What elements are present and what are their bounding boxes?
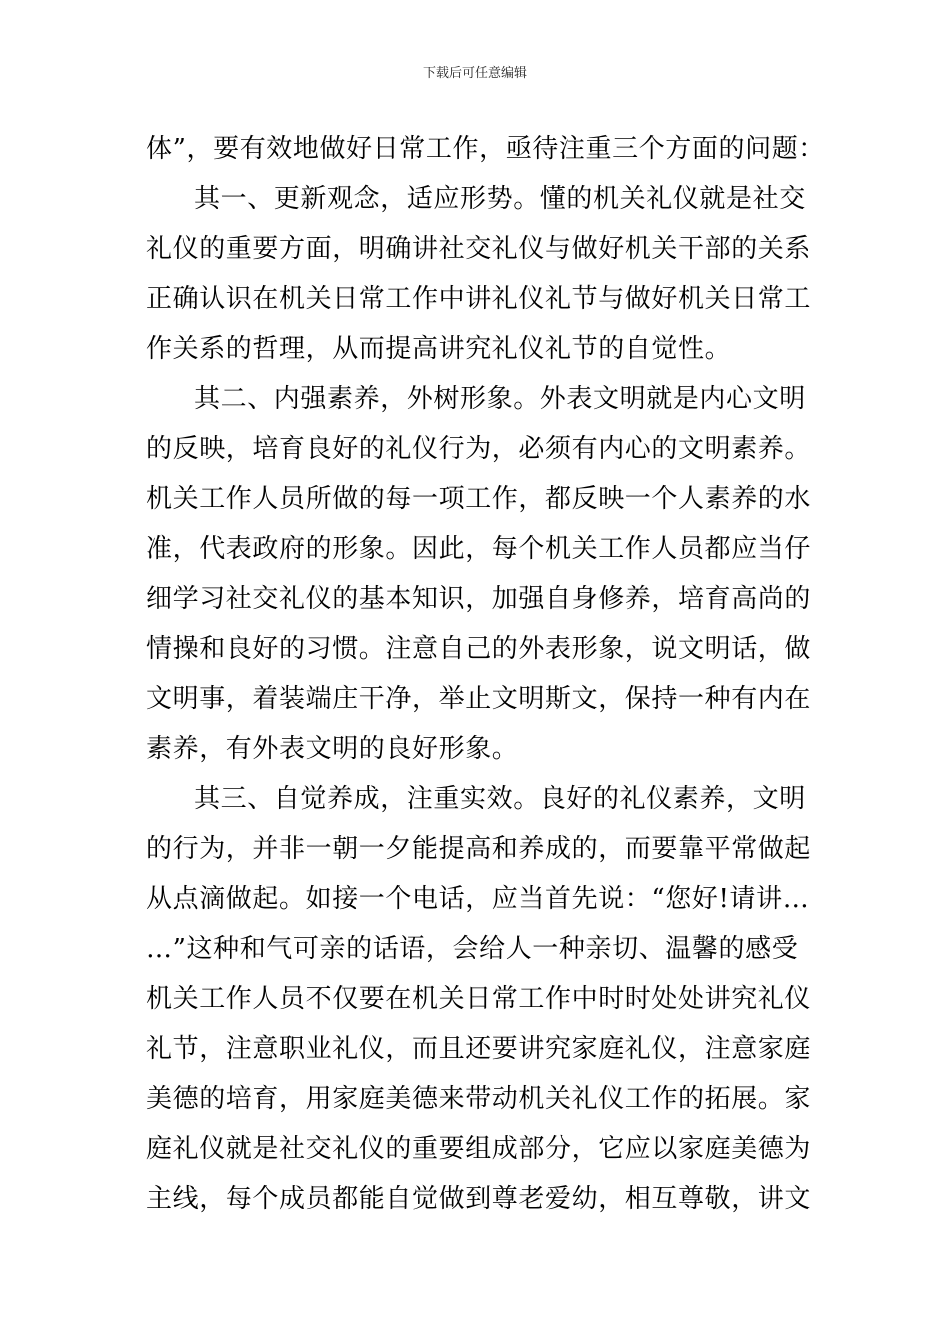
text-line-paragraph-start: 其三、自觉养成，注重实效。良好的礼仪素养，文明 [194, 784, 806, 814]
text-line: 体”，要有效地做好日常工作，亟待注重三个方面的问题： [146, 134, 825, 164]
text-line: 庭礼仪就是社交礼仪的重要组成部分，它应以家庭美德为 [146, 1134, 812, 1164]
text-line: 机关工作人员不仅要在机关日常工作中时时处处讲究礼仪 [146, 984, 812, 1014]
text-line: 正确认识在机关日常工作中讲礼仪礼节与做好机关日常工 [146, 284, 812, 314]
text-line: 文明事，着装端庄干净，举止文明斯文，保持一种有内在 [146, 684, 812, 714]
text-line: 主线，每个成员都能自觉做到尊老爱幼，相互尊敬，讲文 [146, 1184, 812, 1214]
text-line: 准，代表政府的形象。因此，每个机关工作人员都应当仔 [146, 534, 812, 564]
text-line: 从点滴做起。如接一个电话，应当首先说：“您好!请讲… [146, 884, 810, 914]
text-line: 作关系的哲理，从而提高讲究礼仪礼节的自觉性。 [146, 334, 732, 364]
text-line: 礼仪的重要方面，明确讲社交礼仪与做好机关干部的关系 [146, 234, 812, 264]
text-line: 素养，有外表文明的良好形象。 [146, 734, 519, 764]
page-header-note: 下载后可任意编辑 [422, 66, 527, 81]
text-line-paragraph-start: 其二、内强素养，外树形象。外表文明就是内心文明 [194, 384, 806, 414]
text-line: 细学习社交礼仪的基本知识，加强自身修养，培育高尚的 [146, 584, 812, 614]
document-body [146, 124, 825, 1224]
text-line: 的反映，培育良好的礼仪行为，必须有内心的文明素养。 [146, 434, 812, 464]
text-line: 机关工作人员所做的每一项工作，都反映一个人素养的水 [146, 484, 812, 514]
text-line-paragraph-start: 其一、更新观念，适应形势。懂的机关礼仪就是社交 [194, 184, 806, 214]
text-line: 礼节，注意职业礼仪，而且还要讲究家庭礼仪，注意家庭 [146, 1034, 812, 1064]
text-line: 美德的培育，用家庭美德来带动机关礼仪工作的拓展。家 [146, 1084, 812, 1114]
text-line: 情操和良好的习惯。注意自己的外表形象，说文明话，做 [146, 634, 812, 664]
text-line: …”这种和气可亲的话语，会给人一种亲切、温馨的感受 [146, 934, 799, 964]
text-line: 的行为，并非一朝一夕能提高和养成的，而要靠平常做起 [146, 834, 812, 864]
